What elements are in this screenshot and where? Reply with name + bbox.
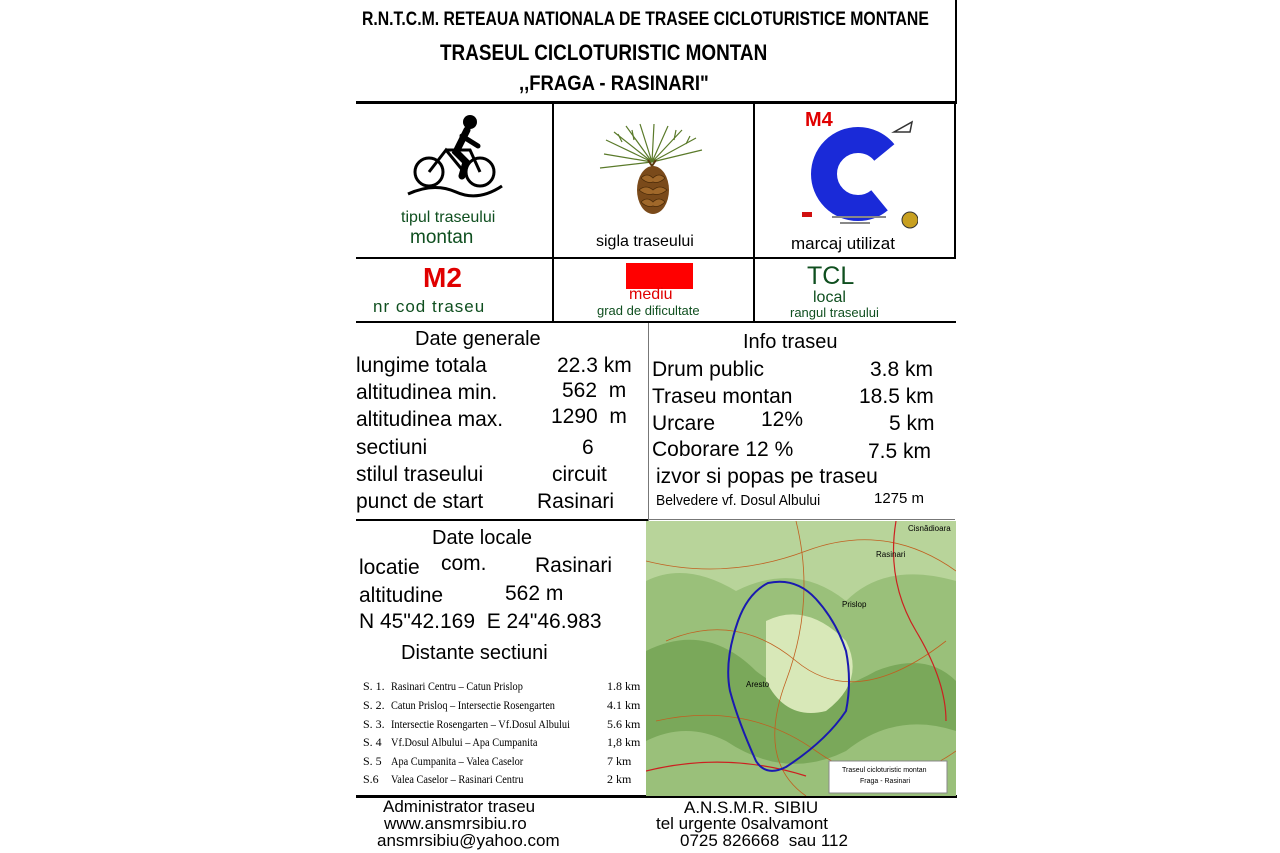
info-row-value: 3.8 km [870,358,934,381]
row1-divider-b [753,103,755,323]
section-distance: 4.1 km [607,698,641,712]
general-row-label: lungime totala [356,354,487,377]
general-row-value: 562 m [562,379,627,402]
belvedere-value: 1275 m [874,490,925,507]
type-value: montan [410,227,474,248]
section-id: S.6 [363,772,379,786]
section-id: S. 1. [363,679,385,693]
general-bottom [356,519,648,521]
belvedere-label: Belvedere vf. Dosul Albului [656,492,821,509]
org-name: A.N.S.M.R. SIBIU [684,798,819,817]
emergency-label: tel urgente 0salvamont [656,814,828,833]
section-name: Intersectie Rosengarten – Vf.Dosul Albului [391,717,570,731]
difficulty-label: grad de dificultate [597,303,700,318]
section-id: S. 2. [363,698,385,712]
altitude-label: altitudine [359,584,444,607]
general-row-value: 22.3 km [557,354,632,377]
info-row-label: Coborare 12 % [652,438,794,461]
rank-label: rangul traseului [790,305,879,320]
section-name: Valea Caselor – Rasinari Centru [391,772,524,786]
website-link[interactable]: www.ansmrsibiu.ro [384,814,527,833]
general-row-value: Rasinari [537,490,615,513]
section-distance: 2 km [607,772,632,786]
section-id: S. 5 [363,754,382,768]
row1-divider-a [552,103,554,323]
info-bottom [648,519,955,520]
marker-label: marcaj utilizat [791,234,895,253]
logo-label: sigla traseului [596,233,694,250]
header-right-border [955,0,957,103]
route-code-label: nr cod traseu [373,297,486,316]
local-heading: Date locale [432,527,533,549]
route-code: M2 [423,262,462,293]
type-label: tipul traseului [401,209,496,226]
section-name: Apa Cumpanita – Valea Caselor [391,754,524,768]
route-name: ,,FRAGA - RASINARI" [519,72,709,95]
general-row-label: punct de start [356,490,484,513]
network-title: R.N.T.C.M. RETEAUA NATIONALA DE TRASEE CICLOTURISTICE MONTANE [362,9,929,30]
section-name: Rasinari Centru – Catun Prislop [391,679,523,693]
email-link[interactable]: ansmrsibiu@yahoo.com [377,831,560,850]
general-info-divider [648,323,649,521]
rank-code: TCL [807,262,855,290]
section-distance: 1,8 km [607,735,641,749]
distances-heading: Distante sectiuni [401,642,548,664]
codes-row-bottom [356,321,956,323]
location-mid: com. [441,552,487,575]
info-row-label: Traseu montan [652,385,793,408]
location-value: Rasinari [535,554,613,577]
page-title: TRASEUL CICLOTURISTIC MONTAN [440,40,768,65]
cyclist-icon [404,112,504,204]
info-heading: Info traseu [743,331,838,353]
info-row-value: 7.5 km [868,440,932,463]
general-row-value: circuit [552,463,607,486]
map-label: Rasinari [876,550,906,559]
info-row-label: Urcare [652,412,716,435]
rank-value: local [813,289,846,306]
map-label: Aresto [746,680,770,689]
section-distance: 1.8 km [607,679,641,693]
general-row-value: 1290 m [551,405,627,428]
pine-cone-logo [596,122,708,218]
row1-right-border [954,103,956,258]
difficulty-value: mediu [629,286,673,303]
section-id: S. 3. [363,717,385,731]
general-row-label: stilul traseului [356,463,484,486]
map-label: Prislop [842,600,867,609]
section-distance: 7 km [607,754,632,768]
section-name: Catun Prisloq – Intersectie Rosengarten [391,698,555,712]
icons-row-bottom [356,257,956,259]
info-row-mid: 12% [761,408,804,431]
info-row-value: 5 km [889,412,935,435]
section-distance: 5.6 km [607,717,641,731]
general-row-label: sectiuni [356,436,428,459]
altitude-value: 562 m [505,582,564,605]
route-map [646,521,956,796]
general-row-label: altitudinea min. [356,381,498,404]
info-row-label: Drum public [652,358,765,381]
admin-label: Administrator traseu [383,797,536,816]
general-row-label: altitudinea max. [356,408,504,431]
info-note: izvor si popas pe traseu [656,465,878,488]
general-row-value: 6 [582,436,594,459]
section-name: Vf.Dosul Albului – Apa Cumpanita [391,735,538,749]
map-caption-line1: Traseul cicloturistic montan [842,767,927,774]
info-row-value: 18.5 km [859,385,934,408]
marker-code: M4 [805,109,833,131]
section-id: S. 4 [363,735,382,749]
coordinates: N 45"42.169 E 24"46.983 [359,610,602,633]
map-label: Cisnădioara [908,524,951,533]
general-heading: Date generale [415,328,541,350]
location-label: locatie [359,556,420,579]
map-caption-line2: Fraga - Rasinari [860,778,911,785]
header-divider [356,101,957,104]
phone-number: 0725 826668 sau 112 [680,831,848,850]
